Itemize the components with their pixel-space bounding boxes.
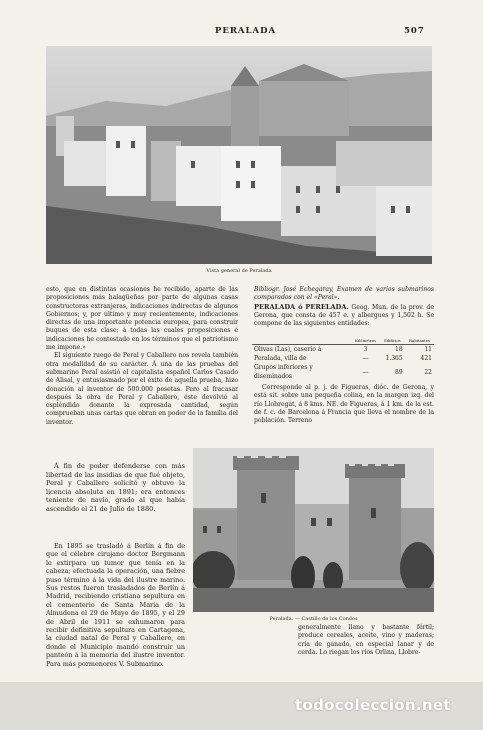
bibliography: Bibliogr. José Echegaray, Examen de varios submarinos comparados con el «Peral». (254, 286, 434, 302)
entry-text: Geog. Mun. de la prov. de Gerona, que consta de 457 e. y albergues y 1,502 h. Se compone de las siguientes entidades: (254, 303, 435, 328)
town-view-illustration (46, 46, 432, 264)
left-paragraph-2: El siguiente ruego de Peral y Caballero nos revela también otra modalidad de su carácter. Á una de las pruebas del submarino Peral asistió el capitalista español Carlos Casado de Alisal, y entusiasmado por el éxito de aquella prueba, hizo donación al inventor de 500.000 pesetas. Pero al fracasar después la obra de Peral y Caballero, éste devolvió al espléndido donante la expresada cantidad, según comprueban unas cartas que obran en poder de la familia del inventor. (46, 352, 238, 426)
watermark-text: todocoleccion.net (295, 696, 451, 714)
left-column (46, 286, 238, 427)
left-column-narrow (46, 462, 185, 513)
entry-heading: PERALADA ó PERELADA. (254, 302, 349, 311)
table-cell: 3 (363, 346, 368, 353)
table-row (252, 354, 434, 363)
table-cell: — (362, 368, 369, 376)
table-cell: Grupos inferiores y diseminados (254, 364, 313, 380)
right-column-bottom (298, 624, 434, 657)
table-header: Habitantes (405, 338, 434, 345)
left-paragraph-3: Á fin de poder defenderse con más libertad de las insidias de que fué objeto, Peral y Caballero solicitó y obtuvo la licencia absoluta en 1891; era entonces teniente de navío, grado al que había ascendido el 21 de Julio de 1880. (46, 462, 185, 513)
table-cell: 1.365 (385, 355, 403, 362)
table-cell: 22 (424, 368, 432, 376)
page-number: 507 (404, 26, 425, 36)
table-cell: 11 (424, 346, 432, 353)
running-title: PERALADA (215, 26, 277, 36)
table-cell: Peralada, villa de (254, 355, 307, 362)
town-view-caption: Vista general de Peralada (206, 268, 272, 274)
table-cell: 18 (395, 346, 403, 353)
table-cell: 89 (395, 368, 403, 376)
entry (254, 303, 434, 329)
table-row (252, 363, 434, 381)
right-column-continuation (254, 384, 434, 425)
table-row (252, 345, 434, 355)
castle-photo (193, 448, 434, 612)
right-column (254, 286, 434, 328)
left-paragraph-4: En 1895 se trasladó á Berlín á fin de que el célebre cirujano doctor Bergmann le extirpara un tumor que tenía en la cabeza; efectuada la operación, una fiebre puso término á la vida del ilustre marino. Sus restos fueron trasladados de Berlín á Madrid, recibiendo cristiana sepultura en el cementerio de Santa María de la Almudena el 29 de Mayo de 1895, y el 29 de Abril de 1911 se exhumaron para recibir definitiva sepultura en Cartagena, la ciudad natal de Peral y Caballero, en donde el Municipio mandó construir un panteón á la memoria del ilustre inventor. Para más pormenores V. Submarino. (46, 542, 185, 668)
entry-continuation: Corresponde al p. j. de Figueras, dióc. de Gerona, y está sit. sobre una pequeña colina, en la margen izq. del río Llobregat, á 8 kms. NE. de Figueras, á 1 km. de la est. de f. c. de Barcelona á Francia que lleva el nombre de la población. Terreno (254, 384, 434, 425)
left-paragraph-1: esto, que en distintas ocasiones he recibido, aparte de las proposiciones más halagüeñas por parte de algunas casas constructoras extranjeras, indicaciones indirectas de algunos Gobiernos; y, por último y muy recientemente, indicaciones directas de una importante potencia europea, para construir buques de esta clase; á todas las cuales proposiciones é indicaciones he contestado en los términos que el patriotismo me impone.» (46, 286, 238, 352)
watermark-banner (0, 682, 483, 730)
population-table (252, 338, 434, 381)
town-view-photo (46, 46, 432, 264)
bottom-text: generalmente llano y bastante fértil; produce cereales, aceite, vino y maderas; cría de ganado, en especial lanar y de cerda. Lo riegan los ríos Orlina, Llobre- (298, 624, 434, 656)
table-cell: — (362, 355, 369, 362)
table-cell: 421 (420, 355, 432, 362)
table-cell: Olivas (Las), caserío á (254, 346, 322, 353)
left-column-narrow-2 (46, 542, 185, 668)
table-header: Edificios (380, 338, 405, 345)
table-header: Kilómetros (351, 338, 380, 345)
castle-caption: Peralada. — Castillo de los Condes (269, 616, 358, 622)
castle-illustration (193, 448, 434, 612)
